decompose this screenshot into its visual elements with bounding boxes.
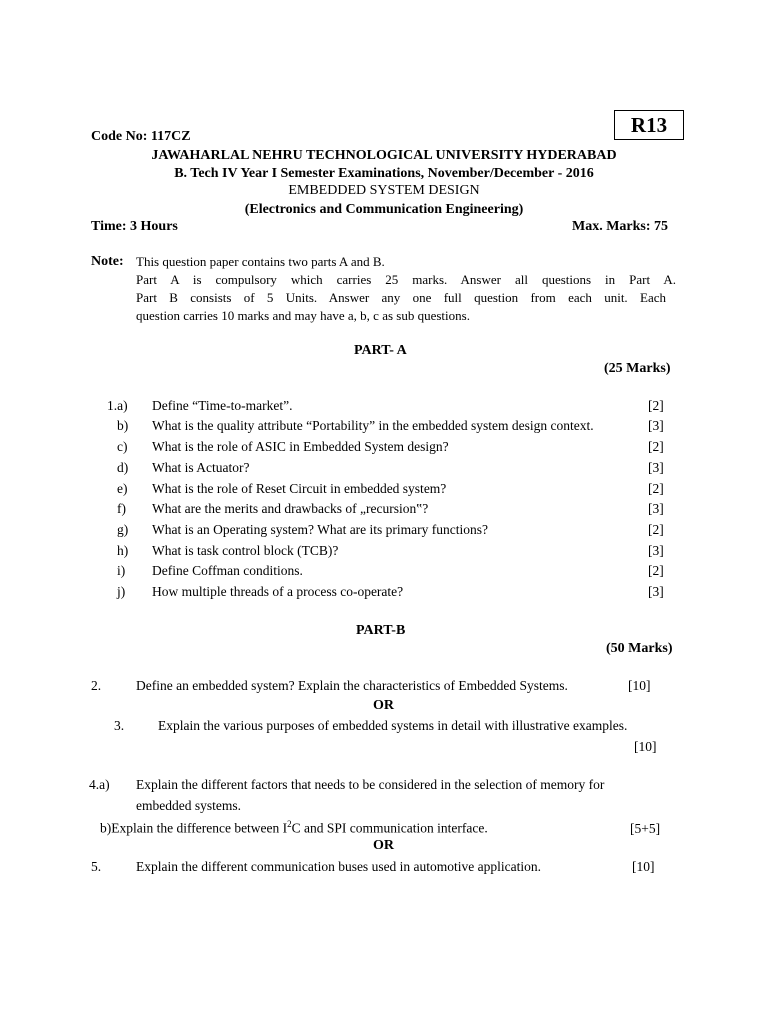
max-marks: Max. Marks: 75 — [572, 219, 669, 234]
question-marks: [3] — [648, 501, 664, 516]
question-text: Explain the various purposes of embedded systems in detail with illustrative examples. — [158, 718, 628, 733]
question-text — [100, 819, 488, 837]
note-line: Part A is compulsory which carries 25 marks. Answer all questions in Part A. — [136, 272, 676, 287]
question-marks: [3] — [648, 543, 664, 558]
question-text-part: b)Explain the difference between I — [100, 820, 288, 836]
question-text: What is the role of Reset Circuit in embedded system? — [152, 481, 447, 496]
or-divider: OR — [373, 698, 394, 713]
question-number: j) — [117, 584, 126, 599]
question-number: e) — [117, 481, 128, 496]
subject-title: EMBEDDED SYSTEM DESIGN — [288, 183, 480, 198]
question-number: b) — [117, 418, 129, 433]
question-number: 5. — [91, 859, 102, 874]
question-text-part: C and SPI communication interface. — [291, 820, 488, 836]
part-a-title: PART- A — [354, 343, 407, 358]
question-marks: [3] — [648, 418, 664, 433]
question-text: Explain the different factors that needs to be considered in the selection of memory for — [136, 777, 605, 792]
or-divider: OR — [373, 838, 394, 853]
superscript: 2 — [287, 819, 292, 829]
question-marks: [5+5] — [630, 821, 661, 836]
question-marks: [10] — [628, 678, 651, 693]
part-b-marks: (50 Marks) — [606, 641, 673, 656]
question-text: Define “Time-to-market”. — [152, 398, 293, 413]
question-text: Define an embedded system? Explain the characteristics of Embedded Systems. — [136, 678, 568, 693]
time-allowed: Time: 3 Hours — [91, 219, 178, 234]
code-number: Code No: 117CZ — [91, 129, 191, 144]
question-text: embedded systems. — [136, 798, 241, 813]
question-marks: [10] — [632, 859, 655, 874]
question-text: What are the merits and drawbacks of „recursion‟? — [152, 501, 429, 516]
note-line: question carries 10 marks and may have a, b, c as sub questions. — [136, 308, 470, 323]
question-text: How multiple threads of a process co-operate? — [152, 584, 404, 599]
question-number: h) — [117, 543, 129, 558]
question-number: f) — [117, 501, 126, 516]
question-marks: [2] — [648, 563, 664, 578]
university-name: JAWAHARLAL NEHRU TECHNOLOGICAL UNIVERSITY HYDERABAD — [151, 148, 617, 163]
question-marks: [2] — [648, 522, 664, 537]
note-line: This question paper contains two parts A and B. — [136, 254, 385, 269]
question-marks: [3] — [648, 460, 664, 475]
question-number: g) — [117, 522, 129, 537]
question-marks: [10] — [634, 739, 657, 754]
question-number: d) — [117, 460, 129, 475]
question-marks: [3] — [648, 584, 664, 599]
exam-title: B. Tech IV Year I Semester Examinations, November/December - 2016 — [174, 166, 594, 181]
part-a-marks: (25 Marks) — [604, 361, 671, 376]
question-text: What is an Operating system? What are its primary functions? — [152, 522, 489, 537]
question-number: 4.a) — [89, 777, 110, 792]
question-number: 2. — [91, 678, 102, 693]
question-marks: [2] — [648, 481, 664, 496]
regulation-box: R13 — [614, 110, 684, 140]
question-text: Define Coffman conditions. — [152, 563, 303, 578]
question-marks: [2] — [648, 398, 664, 413]
question-text: What is Actuator? — [152, 460, 250, 475]
question-text: What is the role of ASIC in Embedded System design? — [152, 439, 449, 454]
branch-name: (Electronics and Communication Engineering) — [244, 202, 524, 217]
question-text: What is task control block (TCB)? — [152, 543, 339, 558]
question-number: i) — [117, 563, 126, 578]
part-b-title: PART-B — [356, 623, 406, 638]
question-number: 3. — [114, 718, 125, 733]
question-text: What is the quality attribute “Portability” in the embedded system design context. — [152, 418, 594, 433]
question-number: 1.a) — [107, 398, 128, 413]
question-text: Explain the different communication buses used in automotive application. — [136, 859, 542, 874]
note-line: Part B consists of 5 Units. Answer any one full question from each unit. Each — [136, 290, 666, 305]
question-number: c) — [117, 439, 128, 454]
note-label: Note: — [91, 254, 124, 269]
question-marks: [2] — [648, 439, 664, 454]
